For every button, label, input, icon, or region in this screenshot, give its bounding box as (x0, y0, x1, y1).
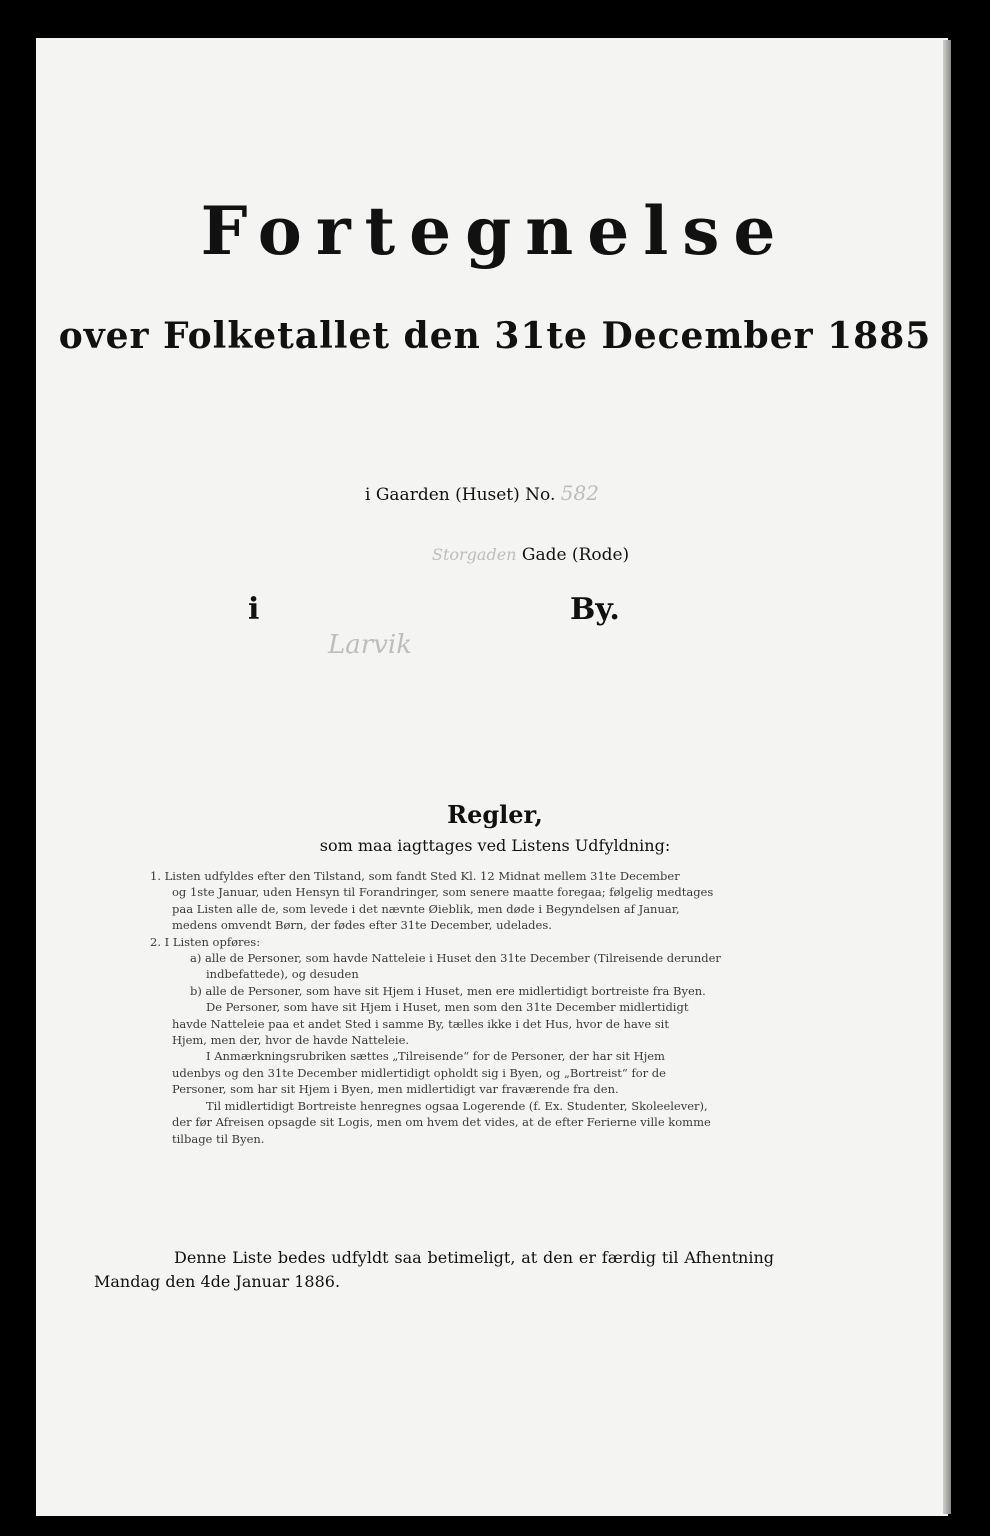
rules-line: b) alle de Personer, som have sit Hjem i Huset, men ere midlertidigt bortreiste fra Byen. (190, 983, 706, 998)
street-line (432, 545, 629, 565)
rules-line: indbefattede), og desuden (206, 967, 359, 982)
street-label: Gade (Rode) (521, 545, 630, 565)
rules-line: Personer, som har sit Hjem i Byen, men midlertidigt var fraværende fra den. (172, 1082, 619, 1097)
rules-line: der før Afreisen opsagde sit Logis, men om hvem det vides, at de efter Ferierne ville komme (172, 1115, 711, 1130)
rules-line: medens omvendt Børn, der fødes efter 31te December, udelades. (172, 918, 552, 933)
house-number-handwritten: 582 (560, 481, 599, 505)
town-suffix: By. (570, 592, 620, 627)
rules-line: De Personer, som have sit Hjem i Huset, men som den 31te December midlertidigt (206, 1000, 689, 1015)
rules-line: og 1ste Januar, uden Hensyn til Forandringer, som senere maatte foregaa; følgelig medtages (172, 885, 714, 900)
town-prefix: i (248, 592, 260, 627)
rules-line: havde Natteleie paa et andet Sted i samme By, tælles ikke i det Hus, hvor de have sit (172, 1016, 669, 1031)
rules-line: a) alle de Personer, som havde Natteleie i Huset den 31te December (Tilreisende derunder (190, 951, 721, 966)
rules-line: Til midlertidigt Bortreiste henregnes ogsaa Logerende (f. Ex. Studenter, Skoleelever), (206, 1098, 708, 1113)
form-title: Fortegnelse (200, 192, 790, 270)
rules-subheading: som maa iagttages ved Listens Udfyldning: (319, 836, 671, 855)
closing-line-1: Denne Liste bedes udfyldt saa betimeligt, at den er færdig til Afhentning (174, 1248, 774, 1267)
rules-line: Hjem, men der, hvor de havde Natteleie. (172, 1033, 410, 1048)
rules-line: 1. Listen udfyldes efter den Tilstand, som fandt Sted Kl. 12 Midnat mellem 31te December (150, 869, 680, 883)
closing-note (94, 1246, 774, 1294)
rules-line: udenbys og den 31te December midlertidigt opholdt sig i Byen, og „Bortreist“ for de (172, 1065, 666, 1080)
rules-heading: Regler, (447, 800, 543, 829)
street-handwritten: Storgaden (432, 545, 517, 564)
rules-line: I Anmærkningsrubriken sættes „Tilreisende“ for de Personer, der har sit Hjem (206, 1049, 665, 1064)
rules-line: tilbage til Byen. (172, 1131, 265, 1146)
town-handwritten: Larvik (328, 630, 412, 660)
rules-text (150, 868, 776, 1147)
rules-line: paa Listen alle de, som levede i det nævnte Øieblik, men døde i Begyndelsen af Januar, (172, 901, 680, 916)
closing-line-2: Mandag den 4de Januar 1886. (94, 1272, 341, 1291)
rules-line: 2. I Listen opføres: (150, 934, 261, 949)
house-line (365, 481, 599, 505)
house-label: i Gaarden (Huset) No. (365, 485, 556, 505)
form-subtitle: over Folketallet den 31te December 1885 (58, 315, 932, 357)
